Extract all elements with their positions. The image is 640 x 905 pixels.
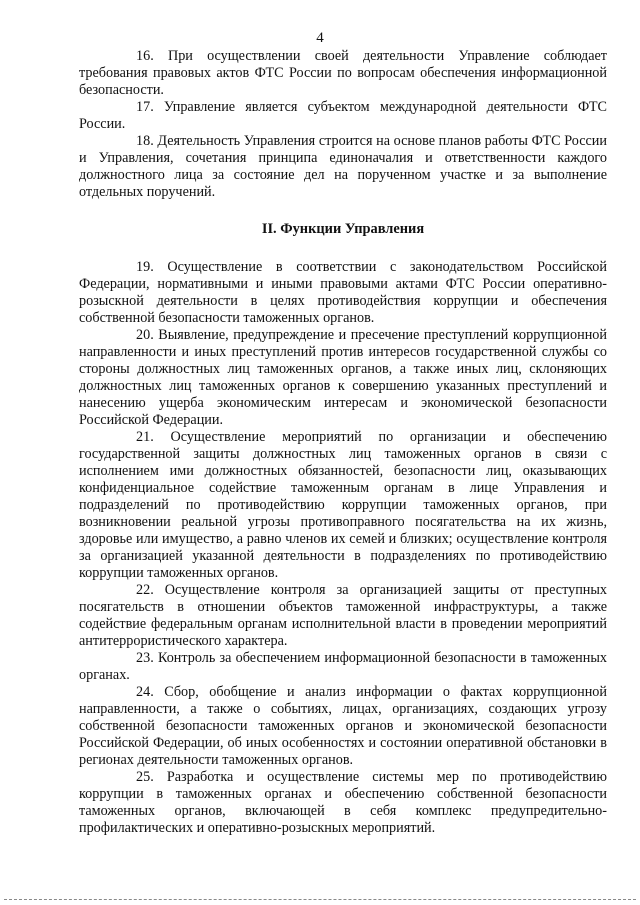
page-number: 4	[316, 30, 324, 46]
paragraph-19: 19. Осуществление в соответствии с законодательством Российской Федерации, нормативными и иными правовыми актами ФТС России оперативно-розыскной деятельности в целях противодействия коррупции и обеспечения собственной безопасности таможенных органов.	[79, 259, 607, 326]
paragraph-17: 17. Управление является субъектом международной деятельности ФТС России.	[79, 99, 607, 132]
paragraph-22: 22. Осуществление контроля за организацией защиты от преступных посягательств в отношении объектов таможенной инфраструктуры, а также содействие федеральным органам исполнительной власти в проведении мероприятий антитеррористического характера.	[79, 582, 607, 649]
paragraph-21: 21. Осуществление мероприятий по организации и обеспечению государственной защиты должностных лиц таможенных органов в связи с исполнением ими должностных обязанностей, безопасности лиц, оказывающих конфиденциальное содействие таможенным органам в лице Управления и подразделений по противодействию коррупции таможенных органов, при возникновении реальной угрозы противоправного посягательства на их жизнь, здоровье или имущество, а равно членов их семей и близких; осуществление контроля за организацией указанной деятельности в подразделениях по противодействию коррупции таможенных органов.	[79, 429, 607, 581]
paragraph-16: 16. При осуществлении своей деятельности Управление соблюдает требования правовых актов ФТС России по вопросам обеспечения информационной безопасности.	[79, 48, 607, 98]
paragraph-25: 25. Разработка и осуществление системы мер по противодействию коррупции в таможенных органах и обеспечению собственной безопасности таможенных органов, включающей в себя комплекс предупредительно-профилактических и оперативно-розыскных мероприятий.	[79, 769, 607, 836]
document-body	[79, 48, 607, 837]
section-heading: II. Функции Управления	[261, 221, 425, 237]
paragraph-23: 23. Контроль за обеспечением информационной безопасности в таможенных органах.	[79, 650, 607, 683]
paragraph-24: 24. Сбор, обобщение и анализ информации о фактах коррупционной направленности, а также о событиях, лицах, организациях, создающих угрозу собственной безопасности таможенных органов и экономической безопасности Российской Федерации, об иных особенностях и состоянии оперативной обстановки в регионах деятельности таможенных органов.	[79, 684, 607, 768]
paragraph-18: 18. Деятельность Управления строится на основе планов работы ФТС России и Управления, сочетания принципа единоначалия и ответственности каждого должностного лица за состояние дел на порученном участке и за выполнение отдельных поручений.	[79, 133, 607, 200]
paragraph-20: 20. Выявление, предупреждение и пресечение преступлений коррупционной направленности и иных преступлений против интересов государственной службы со стороны должностных лиц таможенных органов, а также иных лиц, склоняющих должностных лиц таможенных органов к совершению указанных преступлений и нанесению ущерба экономическим интересам и экономической безопасности Российской Федерации.	[79, 327, 607, 428]
scan-edge-line	[4, 899, 636, 900]
